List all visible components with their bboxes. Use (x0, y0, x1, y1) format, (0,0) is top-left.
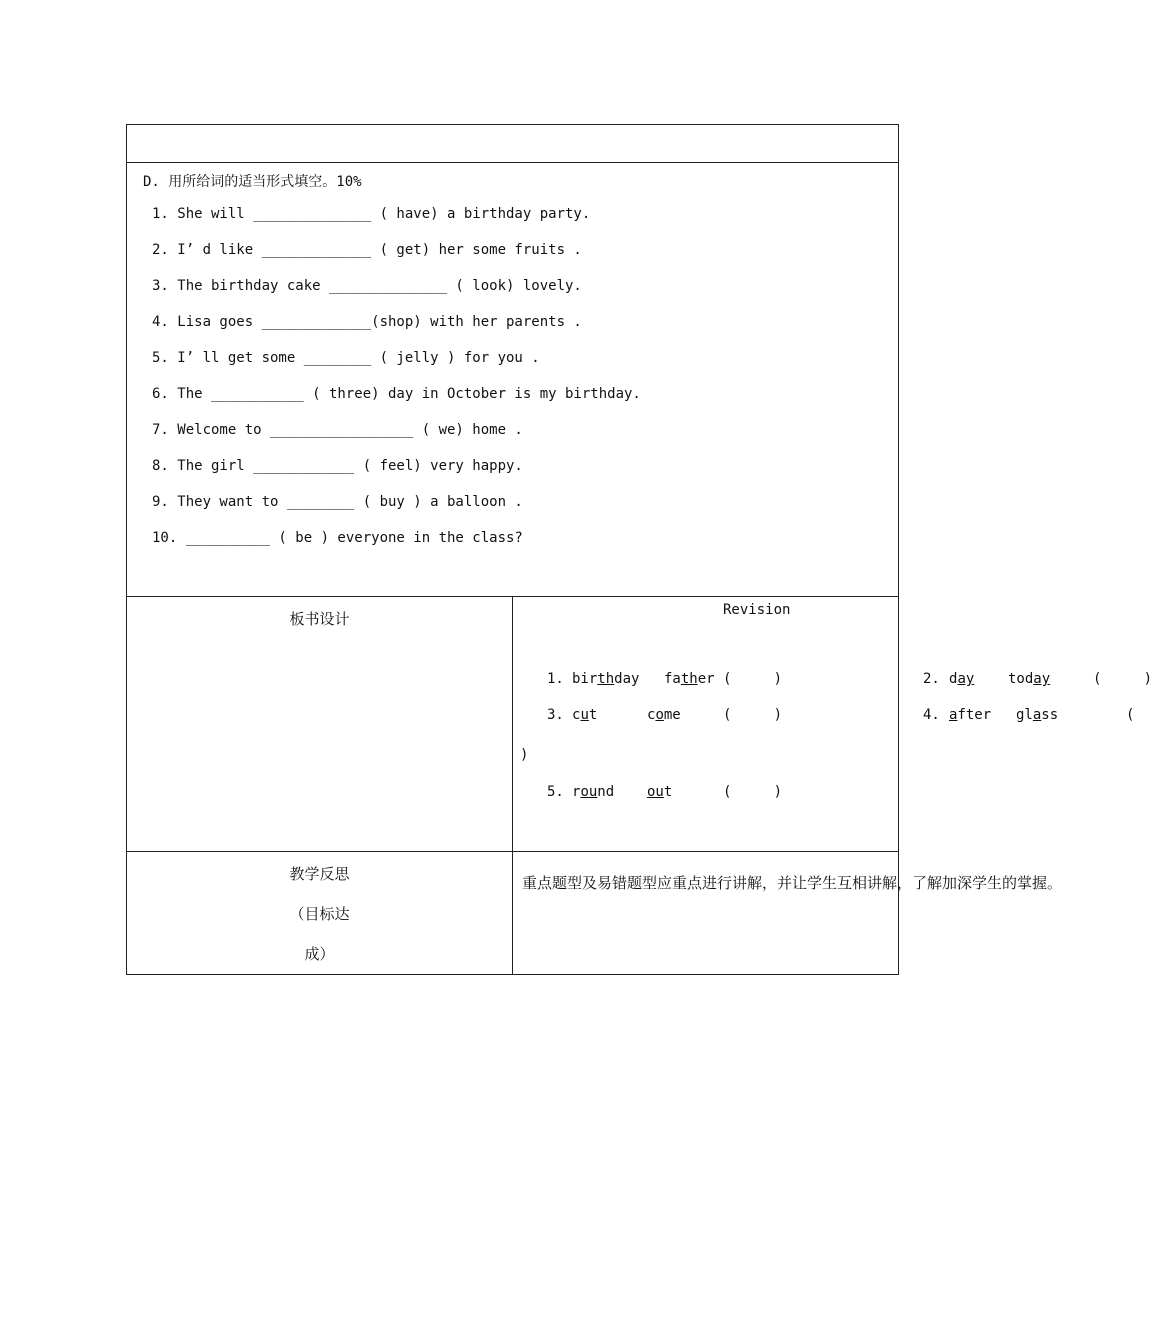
reflection-label-line: 成） (304, 945, 335, 963)
exercise-item: 9. They want to ________ ( buy ) a balloon . (152, 494, 523, 510)
exercise-item: 5. I’ ll get some ________ ( jelly ) for you . (152, 350, 540, 366)
word-father: father (664, 671, 715, 687)
word-day: day (949, 671, 975, 687)
exercise-cell (127, 163, 899, 597)
answer-parenthesis-close: ) (520, 747, 529, 763)
exercise-item: 6. The ___________ ( three) day in October is my birthday. (152, 386, 641, 402)
lesson-plan-table (126, 124, 1152, 975)
reflection-text: 重点题型及易错题型应重点进行讲解，并让学生互相讲解，了解加深学生的掌握。 (522, 874, 1063, 892)
reflection-label-line: 教学反思 (289, 865, 350, 883)
word-cut: cut (572, 707, 598, 723)
word-come: come (647, 707, 681, 723)
board-content-cell (513, 597, 1152, 852)
word-out: out (647, 784, 673, 800)
word-after: after (949, 707, 992, 723)
board-design-row (127, 597, 899, 852)
word-round: round (572, 784, 615, 800)
exercise-item: 1. She will ______________ ( have) a birthday party. (152, 206, 591, 222)
answer-parentheses: ( ) (723, 671, 783, 687)
pair-number: 1. (547, 671, 564, 687)
exercise-item: 7. Welcome to _________________ ( we) home . (152, 422, 523, 438)
reflection-label-line: （目标达 (289, 905, 350, 923)
pair-number: 3. (547, 707, 564, 723)
exercise-row (127, 163, 899, 597)
exercise-item: 2. I’ d like _____________ ( get) her some fruits . (152, 242, 582, 258)
reflection-label (127, 852, 512, 974)
pair-number: 5. (547, 784, 564, 800)
board-label-cell (127, 597, 513, 852)
exercise-item: 3. The birthday cake ______________ ( look) lovely. (152, 278, 582, 294)
word-glass: glass (1016, 707, 1059, 723)
answer-parentheses: ( ) (1093, 671, 1152, 687)
exercise-item: 8. The girl ____________ ( feel) very happy. (152, 458, 523, 474)
pair-number: 2. (923, 671, 940, 687)
reflection-label-cell (127, 852, 513, 975)
reflection-content-cell (513, 852, 1063, 975)
answer-parenthesis-open: ( (1126, 707, 1135, 723)
empty-header-row (127, 125, 899, 163)
exercise-heading: D. 用所给词的适当形式填空。10% (143, 174, 362, 190)
empty-cell (127, 125, 899, 163)
exercise-item: 10. __________ ( be ) everyone in the class? (152, 530, 523, 546)
word-birthday: birthday (572, 671, 640, 687)
board-title: Revision (723, 602, 791, 618)
board-label: 板书设计 (289, 610, 350, 628)
pair-number: 4. (923, 707, 940, 723)
word-today: today (1008, 671, 1051, 687)
exercise-item: 4. Lisa goes _____________(shop) with her parents . (152, 314, 582, 330)
reflection-row (127, 852, 899, 975)
answer-parentheses: ( ) (723, 707, 783, 723)
answer-parentheses: ( ) (723, 784, 783, 800)
